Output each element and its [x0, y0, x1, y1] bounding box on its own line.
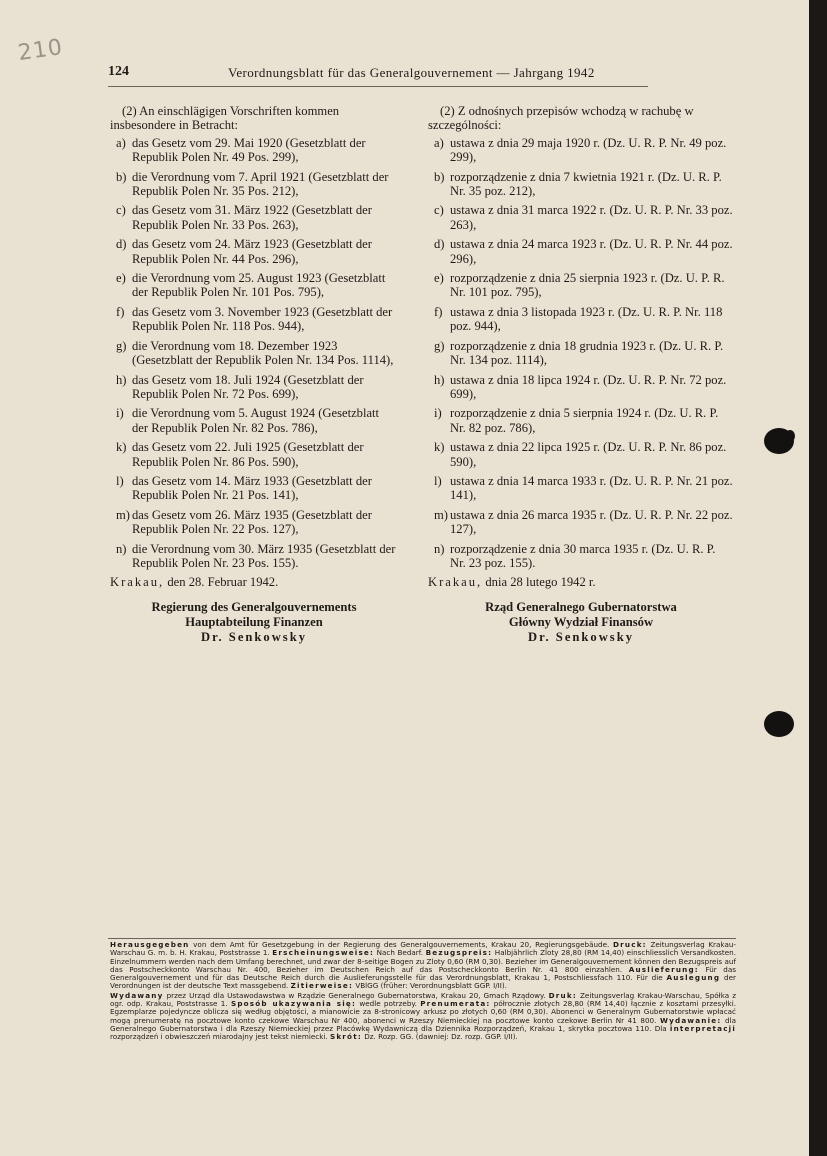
- imprint-segment: Sposób ukazywania się:: [230, 999, 357, 1009]
- polish-list-item: [428, 339, 734, 368]
- polish-item-text: ustawa z dnia 31 marca 1922 r. (Dz. U. R. P. Nr. 33 poz. 263),: [450, 203, 733, 232]
- polish-item-text: rozporządzenie z dnia 7 kwietnia 1921 r. (Dz. U. R. P. Nr. 35 poz. 212),: [450, 169, 722, 199]
- polish-item-text: rozporządzenie z dnia 25 sierpnia 1923 r. (Dz. U. P. R. Nr. 101 poz. 795),: [450, 271, 725, 300]
- polish-item-label: m): [434, 507, 448, 522]
- german-item-text: die Verordnung vom 30. März 1935 (Gesetzblatt der Republik Polen Nr. 23 Pos. 155).: [132, 541, 396, 570]
- polish-list-item: [428, 474, 734, 503]
- imprint-segment: Herausgegeben: [110, 940, 190, 949]
- page-number: 124: [108, 64, 129, 79]
- ink-blot: [785, 430, 795, 442]
- scan-dark-edge: [809, 0, 827, 1156]
- german-list-item: [110, 440, 398, 469]
- imprint-segment: Druck:: [613, 940, 647, 949]
- german-list-item: [110, 203, 398, 232]
- polish-item-label: h): [434, 372, 445, 387]
- german-item-label: n): [116, 541, 127, 556]
- german-signature: [110, 600, 398, 645]
- polish-item-text: ustawa z dnia 22 lipca 1925 r. (Dz. U. R. P. Nr. 86 poz. 590),: [450, 440, 727, 469]
- polish-item-label: n): [434, 541, 445, 556]
- german-item-text: das Gesetz vom 24. März 1923 (Gesetzblatt der Republik Polen Nr. 44 Pos. 296),: [132, 237, 372, 266]
- imprint-segment: Erscheinungsweise:: [272, 948, 375, 958]
- polish-signer: Dr. Senkowsky: [527, 629, 635, 644]
- imprint-segment: dla Generalnego Gubernatorstwa i dla Rzeszy Niemieckiej przez Placówkę Wydawniczą dla Dziennika Rozporządzeń, Krakau 1, skrytka pocztowa 110. Dla: [110, 1015, 736, 1033]
- polish-item-text: rozporządzenie z dnia 5 sierpnia 1924 r. (Dz. U. R. P. Nr. 82 poz. 786),: [450, 406, 719, 435]
- polish-list-item: [428, 170, 734, 199]
- german-list-item: [110, 508, 398, 537]
- imprint-segment: interpretacji: [669, 1023, 736, 1033]
- german-date: den 28. Februar 1942.: [167, 575, 279, 590]
- polish-signature: [428, 600, 734, 645]
- ink-blot: [764, 711, 794, 737]
- polish-signature-line-2: Główny Wydział Finansów: [508, 614, 654, 629]
- polish-item-label: g): [434, 338, 445, 353]
- polish-item-label: d): [434, 237, 445, 252]
- polish-item-label: e): [434, 271, 444, 286]
- running-title: Verordnungsblatt für das Generalgouvernement — Jahrgang 1942: [228, 65, 595, 80]
- imprint-segment: Wydawanie:: [660, 1015, 722, 1025]
- imprint-segment: Für das Generalgouvernement und für das Deutsche Reich durch die Auslieferungsstelle für das Verordnungsblatt, Krakau 1, Postschliessfach 110. Für die: [110, 964, 736, 983]
- polish-list-item: [428, 542, 734, 571]
- imprint-segment: przez Urząd dla Ustawodawstwa w Rządzie Generalnego Gubernatorstwa, Krakau 20, Gmach Rządowy.: [163, 990, 549, 1000]
- german-date-line: [110, 575, 398, 589]
- polish-item-text: ustawa z dnia 18 lipca 1924 r. (Dz. U. R. P. Nr. 72 poz. 699),: [450, 372, 727, 401]
- polish-item-text: ustawa z dnia 24 marca 1923 r. (Dz. U. R. P. Nr. 44 poz. 296),: [450, 237, 733, 266]
- german-column: [110, 104, 398, 645]
- german-item-text: das Gesetz vom 26. März 1935 (Gesetzblatt der Republik Polen Nr. 22 Pos. 127),: [132, 507, 372, 537]
- german-signature-line-2: Hauptabteilung Finanzen: [185, 614, 323, 629]
- german-list-item: [110, 305, 398, 334]
- german-signature-line-1: Regierung des Generalgouvernements: [151, 599, 357, 614]
- polish-item-label: i): [434, 406, 442, 421]
- polish-date: dnia 28 lutego 1942 r.: [485, 575, 596, 590]
- german-signer: Dr. Senkowsky: [200, 629, 308, 644]
- polish-item-label: f): [434, 304, 443, 319]
- imprint-segment: Druk:: [548, 990, 577, 1000]
- polish-item-label: k): [434, 440, 445, 455]
- polish-list-item: [428, 136, 734, 165]
- imprint-segment: Zitierweise:: [290, 981, 354, 991]
- german-item-label: g): [116, 338, 127, 353]
- german-list-item: [110, 237, 398, 266]
- imprint-segment: Prenumerata:: [420, 999, 491, 1009]
- imprint-segment: von dem Amt für Gesetzgebung in der Regierung des Generalgouvernements, Krakau 20, Regierungsgebäude.: [189, 940, 614, 949]
- polish-list-item: [428, 508, 734, 537]
- header-rule: [108, 86, 648, 87]
- german-list-item: [110, 271, 398, 300]
- imprint-segment: VBlGG (früher: Verordnungsblatt GGP. I/II).: [353, 981, 507, 991]
- polish-date-line: [428, 575, 734, 589]
- german-item-text: das Gesetz vom 18. Juli 1924 (Gesetzblatt der Republik Polen Nr. 72 Pos. 699),: [132, 372, 364, 401]
- polish-item-text: rozporządzenie z dnia 30 marca 1935 r. (Dz. U. R. P. Nr. 23 poz. 155).: [450, 541, 716, 570]
- imprint-segment: rozporządzeń i obwieszczeń miarodajny jest tekst niemiecki.: [110, 1032, 330, 1042]
- imprint-segment: Auslieferung:: [628, 964, 699, 974]
- polish-list-item: [428, 406, 734, 435]
- polish-place: Krakau,: [428, 575, 483, 590]
- imprint-segment: Skrót:: [329, 1032, 362, 1042]
- german-item-text: das Gesetz vom 3. November 1923 (Gesetzblatt der Republik Polen Nr. 118 Pos. 944),: [132, 304, 393, 334]
- german-item-text: die Verordnung vom 18. Dezember 1923 (Gesetzblatt der Republik Polen Nr. 134 Pos. 1114),: [132, 338, 394, 368]
- german-item-label: d): [116, 237, 127, 252]
- german-lead: (2) An einschlägigen Vorschriften kommen insbesondere in Betracht:: [110, 104, 340, 133]
- polish-item-text: ustawa z dnia 29 maja 1920 r. (Dz. U. R. P. Nr. 49 poz. 299),: [450, 135, 727, 165]
- german-item-label: i): [116, 406, 124, 421]
- german-list-item: [110, 339, 398, 368]
- imprint-german: [110, 941, 736, 991]
- german-list-item: [110, 373, 398, 402]
- german-item-text: die Verordnung vom 5. August 1924 (Gesetzblatt der Republik Polen Nr. 82 Pos. 786),: [132, 406, 380, 435]
- imprint-segment: Zeitungsverlag Krakau-Warschau G. m. b. H. Krakau, Poststrasse 1.: [110, 940, 737, 958]
- german-item-text: das Gesetz vom 29. Mai 1920 (Gesetzblatt der Republik Polen Nr. 49 Pos. 299),: [132, 135, 366, 165]
- imprint-polish: [110, 992, 736, 1042]
- imprint-segment: Nach Bedarf.: [374, 948, 426, 958]
- imprint-segment: półrocznie złotych 28,80 (RM 14,40) łącznie z kosztami przesyłki. Egzemplarze pojedyncze oblicza się według objętości, a mianowicie za 8-stronicowy arkusz po złotych 0,60 (RM 0,30). Abonenci w Generalnym Gubernatorstwie wpłacać mogą prenumeratę na pocztowe konto czekowe Warschau Nr 400, abonenci w Rzeszy Niemieckiej na pocztowe konto czekowe Berlin Nr 41 800.: [110, 999, 736, 1025]
- polish-column: [428, 104, 734, 645]
- german-item-list: [110, 136, 398, 571]
- german-item-label: a): [116, 135, 126, 150]
- german-list-item: [110, 474, 398, 503]
- german-item-label: f): [116, 304, 125, 319]
- german-item-label: h): [116, 372, 127, 387]
- polish-signature-line-1: Rząd Generalnego Gubernatorstwa: [485, 599, 677, 614]
- imprint-segment: Zeitungsverlag Krakau-Warschau, Spółka z ogr. odp. Krakau, Poststrasse 1.: [110, 990, 736, 1009]
- polish-lead: (2) Z odnośnych przepisów wchodzą w rachubę w szczególności:: [428, 104, 694, 133]
- imprint-rule: [108, 938, 736, 939]
- polish-list-item: [428, 305, 734, 334]
- polish-item-text: ustawa z dnia 26 marca 1935 r. (Dz. U. R. P. Nr. 22 poz. 127),: [450, 507, 733, 537]
- imprint-segment: Halbjährlich Zloty 28,80 (RM 14,40) einschliesslich Versandkosten. Einzelnummern werden nach dem Umfang berechnet, und zwar der 8-seitige Bogen zu Zloty 0,60 (RM 0,30). Bezieher im Generalgouvernement können den Bezugspreis auf das Postscheckkonto Warschau Nr. 400, Bezieher im Deutschen Reich auf das Postscheckkonto Berlin Nr. 41 800 einzahlen.: [110, 948, 736, 974]
- imprint-segment: der Verordnungen ist der deutsche Text massgebend.: [110, 973, 736, 991]
- polish-item-label: a): [434, 135, 444, 150]
- imprint-segment: Wydawany: [110, 990, 164, 1000]
- imprint-segment: wedle potrzeby.: [356, 999, 421, 1009]
- german-place: Krakau,: [110, 575, 165, 590]
- polish-list-item: [428, 373, 734, 402]
- polish-item-label: c): [434, 203, 444, 218]
- polish-list-item: [428, 203, 734, 232]
- polish-list-item: [428, 440, 734, 469]
- polish-item-text: ustawa z dnia 14 marca 1933 r. (Dz. U. R. P. Nr. 21 poz. 141),: [450, 473, 733, 503]
- german-item-label: e): [116, 271, 126, 286]
- polish-item-label: b): [434, 169, 445, 184]
- german-item-label: b): [116, 169, 127, 184]
- imprint: [110, 941, 736, 1043]
- german-list-item: [110, 136, 398, 165]
- german-item-text: das Gesetz vom 31. März 1922 (Gesetzblatt der Republik Polen Nr. 33 Pos. 263),: [132, 203, 372, 232]
- polish-list-item: [428, 271, 734, 300]
- german-list-item: [110, 406, 398, 435]
- german-item-text: die Verordnung vom 25. August 1923 (Gesetzblatt der Republik Polen Nr. 101 Pos. 795),: [132, 271, 386, 300]
- german-item-label: k): [116, 440, 127, 455]
- polish-item-label: l): [434, 473, 442, 488]
- polish-list-item: [428, 237, 734, 266]
- polish-item-text: rozporządzenie z dnia 18 grudnia 1923 r. (Dz. U. R. P. Nr. 134 poz. 1114),: [450, 338, 724, 368]
- polish-item-list: [428, 136, 734, 571]
- german-item-label: l): [116, 473, 124, 488]
- german-list-item: [110, 170, 398, 199]
- imprint-segment: Dz. Rozp. GG. (dawniej: Dz. rozp. GGP. I/II).: [361, 1032, 518, 1042]
- german-item-text: das Gesetz vom 14. März 1933 (Gesetzblatt der Republik Polen Nr. 21 Pos. 141),: [132, 473, 372, 503]
- pencil-margin-note: 210: [16, 34, 65, 67]
- german-item-text: das Gesetz vom 22. Juli 1925 (Gesetzblatt der Republik Polen Nr. 86 Pos. 590),: [132, 440, 364, 469]
- polish-item-text: ustawa z dnia 3 listopada 1923 r. (Dz. U. R. P. Nr. 118 poz. 944),: [450, 304, 723, 334]
- imprint-segment: Bezugspreis:: [425, 948, 493, 958]
- german-item-text: die Verordnung vom 7. April 1921 (Gesetzblatt der Republik Polen Nr. 35 Pos. 212),: [132, 169, 389, 199]
- german-item-label: c): [116, 203, 126, 218]
- german-item-label: m): [116, 507, 130, 522]
- german-list-item: [110, 542, 398, 571]
- imprint-segment: Auslegung: [666, 973, 721, 983]
